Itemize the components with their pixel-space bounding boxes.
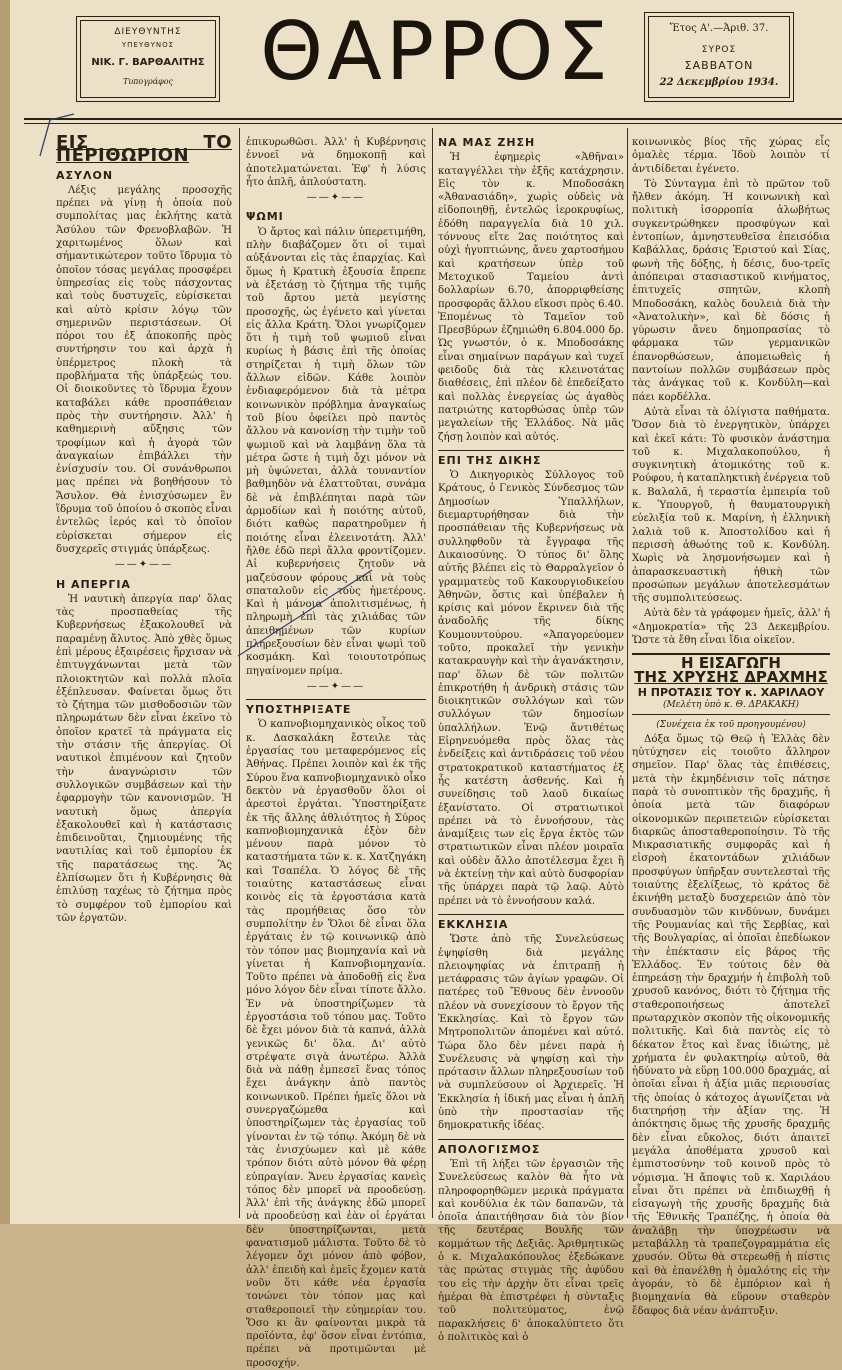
article-text: Ἡ ἐφημερὶς «Ἀθῆναι» καταγγέλλει τὴν ἑξῆς κατάχρησιν. Εἰς τὸν κ. Μποδοσάκη «Ἀθανασιάδη», χωρὶς οὐδεὶς νὰ εἰδοποιηθῇ, ἐντελῶς ἱεροκρυφίως, ἐδόθη παραγγελία διὰ 10 χιλ. τόννους εἴτε 2ας ποιότητος καὶ οὐχὶ ἠγυπτιώνης, ἄνευ χαρτοσήμου καὶ κρατήσεων ὑπὲρ τοῦ Μετοχικοῦ Ταμείου ἀντὶ δολλαρίων 6.70, ἀπορριφθείσης προσφορᾶς ἄλλου εἴκοσι πρὸς 6.40. Ἐπομένως τὸ Ταμεῖον τοῦ Πρεσβύρων ἐζημιώθη 6.804.000 δρ. Ὡς γνωστόν, ὁ κ. Μποδοσάκης εἶναι σημαίνων παράγων καὶ τυχεῖ φειδοῦς διὰ τὰς κλεινοτάτας διαθέσεις, ἐπὶ πλέον δὲ ἐπεδείξατο καὶ πολλὰς ἐνεργείας ὡς ἀγαθὸς πατριώτης κατορθώσας ὑπὲρ τῶν μεγαλείων τῆς Ἑλλάδος. Νὰ μᾶς ζήσῃ λοιπὸν καὶ αὐτός.	[438, 152, 624, 443]
newspaper-title: ΘΑΡΡΟΣ	[260, 5, 612, 98]
feature-subheadline: Η ΠΡΟΤΑΣΙΣ ΤΟΥ κ. ΧΑΡΙΛΑΟΥ	[637, 685, 825, 699]
handwritten-pen-mark	[236, 568, 376, 658]
feature-headline-line2: ΤΗΣ ΧΡΥΣΗΣ ΔΡΑΧΜΗΣ	[634, 667, 828, 686]
editor-name: ΝΙΚ. Γ. ΒΑΡΘΑΛΙΤΗΣ	[91, 57, 205, 68]
section-heading: ΑΣΥΛΟΝ	[56, 168, 114, 182]
handwritten-pen-mark	[36, 112, 76, 160]
issue-day: ΣΑΒΒΑΤΟΝ	[684, 59, 754, 72]
ornament-divider: ——✦——	[306, 680, 366, 692]
article-text: Τὸ Σύνταγμα ἐπὶ τὸ πρῶτον τοῦ ἤλθεν ἀκόμη. Ἡ κοινωνικὴ καὶ πολιτικὴ ἰσορροπία ἀλωβήτως συγκεντρώθηκεν προσφύγων καὶ ἐντοπίων, ἀμνηστευθεῖσα ἐπεισόδια Καβάλλας, δράσις Ἐριστού καὶ Σίας, φωνὴ τῆς δόξης, ἡ δέσις, δυο-τρεῖς ἀπόπειραι στασιαστικοῦ κινήματος, ἐπιτυχεῖς σπητῶν, κλοπὴ Μποδοσάκη, καλὸς δουλειὰ διὰ τὴν «Ἀνατολικὴν», καὶ δὲ δόσις ἡ γύρωσιν ἄνευ δημοπρασίας τὸ φάρμακα τῶν γερμανικῶν ἐπανορθώσεων, ἀπομειωθεὶς ἡ παντοίων πολλῶν συμβάσεων πρὸς τὰς ἀνάγκας τοῦ κ. Κονδύλη—καὶ πάει κορδέλλα.	[632, 178, 830, 403]
main-headline: ΕΙΣ ΤΟ ΠΕΡΙΘΩΡΙΟΝ	[56, 132, 232, 167]
column-2	[246, 136, 426, 1369]
article-text: ἐπικυρωθῶσι. Ἀλλ' ἡ Κυβέρνησις ἐννοεῖ νὰ δημοκοπῇ καὶ ἀποτελματώνεται. Ἐφ' ἡ λύσις ἦτο ἁπλῆ, ἀπλούστατη.	[246, 137, 426, 188]
article-text: Λέξις μεγάλης προσοχῆς πρέπει νὰ γίνῃ ἡ ὁποία ποὺ συμπολίτας μας ἐκλήτης κατὰ Ἀσύλου τῶν Φρενοβλαβῶν. Ἡ χαριτωμένος ὅλων καὶ σήμαντικώτερον τοῦτο ἵδρυμα τὸ ὁποῖον τόσας μεγάλας προσφέρει ὑπηρεσίας εἰς τοὺς πάσχοντας καὶ τοὺς δυστυχεῖς, εὑρίσκεται καὶ αὐτὸ κρίσιν λόγῳ τῶν σημερινῶν περιστάσεων. Οἱ πόροι του ἐξ ἀποκοπῆς πρὸς συντήρησιν του καὶ ἀρχὰ ἡ ὑπέρμετρος πλοκὴ τὰ προβλήματα τῆς ὑπάρξεώς του. Οἱ διοικοῦντες τὸ ἵδρυμα ἔχουν καταβάλει κάθε προσπάθειαν πρὸς τὴν συντήρησιν. Ἀλλ' ἡ καθημερινὴ αὔξησις τῶν τροφίμων καὶ ἡ ἀγορὰ τῶν ἀναγκαίων ἐπιβάλλει τὴν ἐνίσχυσίν του. Οἱ συνάνθρωποι μας πρέπει νὰ βοηθήσουν τὸ Ἄσυλον. Θὰ ἐνισχύσωμεν ἓν ἵδρυμα τοῦ ὁποίου ὁ σκοπὸς εἶναι ἐντελῶς ἱερός καὶ τὸ ὁποῖον εὑρίσκεται σήμερον εἰς δυσχερεῖς στιγμάς ὑπάρξεως.	[56, 184, 232, 555]
editor-sublabel: ΥΠΕΥΘΥΝΟΣ	[121, 41, 175, 49]
ornament-divider: ——✦——	[114, 559, 174, 571]
feature-headline-box	[632, 653, 830, 715]
continuation-note: (Συνέχεια ἐκ τοῦ προηγουμένου)	[656, 720, 806, 731]
editor-role: Τυπογράφος	[122, 77, 174, 86]
issue-city: ΣΥΡΟΣ	[701, 45, 737, 55]
masthead-rule-bottom	[24, 123, 842, 124]
issue-date: 22 Δεκεμβρίου 1934.	[659, 77, 779, 88]
section-heading: ΨΩΜΙ	[246, 210, 284, 224]
issue-box	[644, 12, 794, 102]
article-text: Ὁ ἄρτος καὶ πάλιν ὑπερετιμήθη, πλὴν διαβάζομεν ὅτι οἱ τιμαὶ αὐξάνονται εἰς τὰς ἐπαρχίας. Καὶ ὅμως ἡ Κρατικὴ ἐξουσία ἔπρεπε νὰ ἐξετάσῃ τὸ ζήτημα τῆς τιμῆς τοῦ ἄρτου μετὰ μεγίστης προσοχῆς, ὡς ἐγένετο καὶ γίνεται εἰς ἄλλα Κράτη. Ὅλοι γνωρίζομεν ὅτι ἡ τιμὴ τοῦ ψωμιοῦ εἶναι κυρίως ἡ βάσις ἐπὶ τῆς ὁποίας στηρίζεται ἡ τιμὴ ὅλων τῶν ἄλλων εἰδῶν. Κάθε λοιπὸν ἐνδιαφερόμενον διὰ τὰ μέτρα κοινωνικὸν πρόβλημα ἀναγκαίως τοῦ βίου ὀφείλει πρὸ παντὸς ἄλλου νὰ κανονίσῃ τὴν τιμὴν τοῦ ψωμιοῦ καὶ νὰ λαμβάνῃ ὅλα τὰ μέτρα ὥστε ἡ τιμὴ ὄχι μόνον νὰ μὴ ὑψώνεται, ἀλλὰ τουναντίον βαθμηδὸν νὰ ἐλαττοῦται, συνάμα δὲ νὰ ἐπιβλέπηται παρὰ τῶν ἀρμοδίων καὶ ἡ ποιότης αὐτοῦ, διότι καθὼς παρατηροῦμεν ἡ ποιότης εἶναι ἐλεεινοτάτη. Ἀλλ' ἤλθε ἐδῶ περὶ ἄλλα φροντίζομεν. Αἱ κυβερνήσεις ζητοῦν νὰ μαζεύσουν φόρους καὶ νὰ τοὺς σπαταλοῦν εἰς τοὺς ἡμετέρους. Καὶ ἡ μάνοια ἀπολιτισμένως, ἡ πληρωμὴ ἐπὶ τὰς χιλιάδας τῶν ἀπειθημένων τῶν κυρίων πληρεξουσίων δὲν εἶναι ψωμὶ τοῦ κοσμάκη. Καὶ τοιουτοτρόπως πηγαίνομεν πρίμα.	[246, 226, 426, 677]
article-text: Ὥστε ἀπὸ τῆς Συνελεύσεως ἐψηφίσθη διὰ μεγάλης πλειοψηφίας νὰ ἐπιτραπῇ ἡ μετάφρασις τῶν ἁγίων γραφῶν. Οἱ πατέρες τοῦ Ἔθνους δὲν ἐννοοῦν πλέον νὰ συνεχίσουν τὸ ἔργον τῆς Ἐκκλησίας. Καὶ τὸ ἔργον τῶν Μητροπολιτῶν ἀπομένει καὶ αὐτό. Τώρα ὅλο δὲν μένει παρὰ ἡ Συνέλευσις νὰ ψηφίσῃ καὶ τὴν πρότασιν ἄλλων πληρεξουσίων τοῦ νὰ συμπλεύσουν οἱ Ἀρχιερεῖς. Ἡ Ἐκκλησία ἡ ἰδική μας εἶναι ἡ ἀπλῆ ὑπὸ τὴν προστασίαν τῆς δημοκρατικῆς ἰδέας.	[438, 934, 624, 1132]
section-heading: ΕΠΙ ΤΗΣ ΔΙΚΗΣ	[438, 450, 624, 467]
article-text: Ὁ Δικηγορικὸς Σύλλογος τοῦ Κράτους, ὁ Γενικὸς Σύνδεσμος τῶν Δημοσίων Ὑπαλλήλων, διεμαρτυρήθησαν διὰ τὴν προσπάθειαν τῆς Κυβερνήσεως νὰ συλληφθοῦν τὰ ἔγγραφα τῆς Δικαιοσύνης. Ὁ τύπος δι' ὅλης αὐτῆς βλέπει εἰς τὸ Θαρραλγεῖον ὁ γραμματεὺς τοῦ Κακουργιοδικείου Ἀθηνῶν, ὅστις καὶ ὑπέβαλεν ἡ κρίσις καὶ μόνον ἔκρινεν διὰ τῆς ἀναδολῆς τῆς δίκης Κουμουντούρου. «Ἀπαγορεύομεν τοῦτο, προκαλεῖ τὴν γενικὴν κατακραυγὴν καὶ τὴν ἀγανάκτησιν, παρ' ὅλων δὲ τῶν πολιτῶν ἐπικροτήθη ἡ ἀνδρικὴ στάσις τῶν διοικητικῶν συλλόγων καὶ τῶν συλλόγων τῶν δημοσίων ὑπαλλήλων. Ἐνῷ ἄντιθέτως Εἰρηνευόμεθα πρὸς ὅλας τὰς ἐνδείξεις καὶ ἀντιδράσεις τοῦ νέου στρατοκρατικοῦ καταστήματος ἐξ ἧς κατέστη ἀσθενής. Καὶ ἡ συνείδησις τοῦ λαοῦ δικαίως ἐξανίστατο. Οἱ στρατιωτικοὶ πρέπει νὰ τὸ ἐννοήσουν, τὰς ἀναμίξεις των εἰς ἔργα ἐκτὸς τῶν στρατιωτικῶν εἶναι πλέον μοιραῖα καὶ οὐδὲν ἄλλο ἀποτέλεσμα ἔχει ἢ νὰ ἐκτείνῃ τὴν καὶ αὐτὸ δυσφορίαν τῆς ὑπάρχει παρὰ τῷ λαῷ. Αὐτὸ πρέπει νὰ τὸ ἐννοήσουν καλά.	[438, 470, 624, 907]
article-text: Ὁ καπνοβιομηχανικὸς οἶκος τοῦ κ. Δασκαλάκη ἔστειλε τὰς ἐργασίας του μεταφερόμενος εἰς Ἀθήνας. Πρέπει λοιπὸν καὶ ἐκ τῆς Σύρου ἕνα καπνοβιομηχανικὸ οἶκο δεκτὸν νὰ ἐργασθοῦν ὅλοι οἱ ἀρεστοὶ ἐργάται. Ὑποστηρίξατε ἐκ τῆς ἄλλης ἀθλιότητος ἡ Σύρος καπνοβιομηχανικὰ ἐξὸν δὲν μένουν παρὰ μόνον τὸ καταστήματα τῶν κ. κ. Χατζηγάκη καὶ Τσαπέλα. Ὁ λόγος δὲ τῆς τοιαύτης καταστάσεως εἶναι κοινὸς εἰς τὰ ἐργοστάσια κατὰ τὰς προμήθειας ὅσο τὸν συμπολίτην ἐν Ὅλοι δὲ εἶναι ὅλα ἐργάταις ἐν τῷ κοινωνικῷ ἀπὸ τὸν τόπον μας βιομηχανία καὶ νὰ γίνεται ἡ Καπνοβιομηχανία. Τοῦτο πρέπει νὰ ἀποδοθῇ εἰς ἕνα μόνο λόγον δὲν εἶναι τίποτε ἄλλο. Ἐν νὰ ὑποστηρίζωμεν τὰ ἐργοστάσια τοῦ τόπου μας. Τοῦτο δὲ ἔχει μόνον διὰ τὰ καπνά, ἀλλὰ γενικῶς δι' ὅλα. Δι' αὐτὸ στρέψατε σιγὰ ἀνωτέρω. Ἀλλὰ διὰ νὰ πάθῃ ἐμπεσεῖ ἕνας τόπος ἔχει ἀνάγκην ἀπὸ παντὸς κοινωνικοῦ. Πρέπει ἡμεῖς ὅλοι νὰ συνεργαζώμεθα καὶ ὑποστηρίζωμεν τὰς ἐργασίας τοῦ γίνονται ἐν τῷ τόπῳ. Ἀκόμη δὲ νὰ τὰς ἐνισχύωμεν καὶ μὲ κάθε τρόπον διότι αὐτὸ μόνον θὰ φέρῃ εὐπραγίαν. Ἄνευ ἐργασίας κανεὶς τόπος δὲν μπορεῖ νὰ προοδεύσῃ. Ἀλλ' ἐπὶ τῆς ἀνάγκης ἐδῶ μπορεῖ νὰ προοδεύσῃ καὶ ἐὰν οἱ ἐργάται δὲν ὑποστηρίζωνται, μετὰ φανατισμοῦ μάλιστα. Τοῦτο δὲ τὸ λέγομεν ὄχι μόνον ἀπὸ φόβον, ἀλλ' ἐπειδὴ καὶ ἐμεῖς ἔχομεν κατὰ νοῦν ὅτι κάθε νέα ἐργασία τονώνει τὸν τόπον μας καὶ σταθεροποιεῖ τὴν εὐημερίαν του. Ὅσο κι ἂν φαίνονται μικρὰ τὰ προϊόντα, ἐφ' ὅσον εἶναι ἐντόπια, πρέπει νὰ προτιμῶνται μὲ προσοχήν.	[246, 719, 426, 1369]
article-text: Δόξα ὅμως τῷ Θεῷ ἡ Ἑλλὰς δὲν ηὐτύχησεν εἰς τοιοῦτο ἄλληρον σημεῖον. Παρ' ὅλας τὰς ἐπιθέσεις, μετὰ τὴν ἐκμηδένισιν τοῖς πάτησε παρὰ τὸ συνοπτικὸν τῆς δραχμῆς, ἡ ὁποία μετὰ τῶν διαφόρων οἰκονομικῶν περιπετειῶν εὑρίσκεται διαρκῶς ἀποσταθεροποίησιν. Τὸ τῆς Μικρασιατικῆς συμφορᾶς καὶ ἡ εἰσροὴ ἑκατοντάδων χιλιάδων προσφύγων ὑπῆρξαν συντελεσταὶ τῆς τοιαύτης ἐξελίξεως, τὸ κράτος δὲ ἐκινήθη μεταξὺ δυσχερειῶν ἀπὸ τὸν συνδυασμὸν τῶν κινδύνων, δυνάμει τῆς Ρουμανίας καὶ τῆς Σερβίας, καὶ τῆς Βουλγαρίας, αἱ ὁποῖαι ἐπεδίωκον τὴν ἐπέκτασιν εἰς βάρος τῆς Ἑλλάδος. Ἐν τούτοις δὲν θὰ ἐπηρεάσῃ τὴν δραχμήν ἡ ἐπιβολὴ τοῦ χρυσοῦ κανόνος, διότι τὸ ζήτημα τῆς σταθεροποιήσεως ἀποτελεῖ πρωταρχικὸν σκοπὸν τῆς οἰκονομικῆς πολιτικῆς. Καὶ διὰ παντὸς εἰς τὸ δέκατον ἔτος καὶ ἕνας ἰδιώτης, μὲ χρήματα ἐν φυλακτηρίῳ αὐτοῦ, θὰ ἠδύνατο νὰ εὕρῃ 100.000 δραχμάς, αἱ ὁποῖαι εἶναι ἡ ἀξία μιᾶς περιουσίας τῆς ὁποίας ὁ κάτοχος ἀγωνίζεται νὰ διατηρήσῃ τὴν ἀξίαν της. Ἡ ἀπόκτησις ὅμως τῆς χρυσῆς δραχμῆς δὲν εἶναι εὔκολος, διότι ἀπαιτεῖ μεγάλα ἀποθέματα χρυσοῦ καὶ ἐμπιστοσύνην τοῦ κοινοῦ πρὸς τὸ νόμισμα. Ἡ ἄποψις τοῦ κ. Χαριλάου εἶναι ὅτι πρέπει νὰ ἐπιδιωχθῇ ἡ εἰσαγωγὴ τῆς χρυσῆς δραχμῆς διὰ τῆς Ἐθνικῆς Τραπέζης, ἡ ὁποία θὰ ἀναλάβῃ τὴν ὑποχρέωσιν νὰ μεταβάλλῃ τὰ τραπεζογραμμάτια εἰς χρυσόν. Οὕτω θὰ στερεωθῇ ἡ πίστις καὶ θὰ ἐπανέλθῃ ἡ ὁμαλότης εἰς τὴν ἀγοράν, τὸ δὲ ἐμπόριον καὶ ἡ βιομηχανία θὰ εὕρουν σταθερὸν ἔδαφος διὰ νέαν ἀνάπτυξιν.	[632, 733, 830, 1317]
column-separator	[432, 128, 433, 1218]
masthead-rule-top	[24, 118, 842, 120]
issue-number: Ἔτος Α'.—Ἀριθ. 37.	[669, 23, 769, 34]
section-heading: ΝΑ ΜΑΣ ΖΗΣΗ	[438, 136, 536, 149]
article-text: Αὐτὰ δὲν τὰ γράφομεν ἡμεῖς, ἀλλ' ἡ «Δημοκρατία» τῆς 23 Δεκεμβρίου. Ὥστε τὰ ἔθη εἶναι ἴδια οἰκεῖον.	[632, 608, 830, 646]
feature-headline-line1: Η ΕΙΣΑΓΩΓΗ	[681, 654, 781, 673]
column-separator	[239, 128, 240, 1218]
section-heading: Η ΑΠΕΡΓΙΑ	[56, 577, 131, 591]
feature-byline: (Μελέτη ὑπὸ κ. Θ. ΔΡΑΚΑΚΗ)	[662, 700, 800, 711]
editor-box	[76, 16, 220, 102]
column-separator	[627, 128, 628, 1218]
article-text: Ἐπὶ τῆ λήξει τῶν ἐργασιῶν τῆς Συνελεύσεως καλὸν θὰ ἦτο νὰ πληροφορηθῶμεν μερικὰ πράγματα καὶ κονδύλια ἐκ τῶν δαπανῶν, τὰ ὁποῖα ἀπαιτήθησαν διὰ τὸν βίον τῆς δευτέρας Βουλῆς τῶν κομμάτων τῆς Δεξιᾶς. Ἀριθμητικῶς ὁ κ. Μιχαλακόπουλος ἐξεδώκανε τὰς πρώτας στιγμὰς τῆς ἀφύδου του εἰς τὴν ἀρχὴν ὅτι εἶναι τρεῖς ἡμέραι θὰ ἐπιστρέφει ἡ σύνταξις τοῦ πολιτεύματος, ἐνῷ παρακλήσεις δ' ἀποκαλύπτετο ὅτι ὁ πολιτικὸς καὶ ὁ	[438, 1158, 624, 1343]
section-heading: ΥΠΟΣΤΗΡΙΞΑΤΕ	[246, 699, 426, 716]
article-text: κοινωνικὸς βίος τῆς χώρας εἶς ὁμαλὲς τέρμα. Ἰδοὺ λοιπὸν τί ἀντιδίδεται ἐγένετο.	[632, 137, 830, 175]
article-text: Αὐτὰ εἶναι τὰ ὀλίγιστα παθήματα. Ὅσον διὰ τὸ ἐνεργητικὸν, ὑπάρχει καὶ ἐκεῖ κάτι: Τὸ φυσικὸν ἀνάστημα τοῦ κ. Μιχαλακοπούλου, ἡ συγκινητικὴ ἀτομικότης τοῦ κ. Ρούφου, ἡ καταπληκτικὴ ἐνέργεια τοῦ κ. Βαλαλᾶ, ἡ τεραστία ἐμπειρία τοῦ κ. Ὑπουργοῦ, ἡ θαυματουργικὴ εὐελιξία τοῦ κ. Μαρίνη, ἡ ἑλληνικὴ λαλιὰ τοῦ κ. Ἀποστολίδου καὶ ἡ περισσὴ ἀθωότης τοῦ κ. Κονδύλη. Χωρὶς νὰ λησμονήσωμεν καὶ ἡ ἀπαρασκευαστικὴ ἠθικὴ τῶν προσώπων μεγάλων ἀποτελεσμάτων τῆς συμπολιτεύσεως.	[632, 406, 830, 605]
section-heading: ΕΚΚΛΗΣΙΑ	[438, 914, 624, 931]
section-heading: ΑΠΟΛΟΓΙΣΜΟΣ	[438, 1139, 624, 1156]
ornament-divider: ——✦——	[306, 192, 366, 204]
column-1	[56, 132, 232, 1216]
article-text: Ἡ ναυτικὴ ἀπεργία παρ' ὅλας τὰς προσπαθείας τῆς Κυβερνήσεως ἐξακολουθεῖ νὰ παραμένῃ ἄλυτος. Ἀπὸ χθὲς ὅμως ἐπὶ μέρους ἐξαιρέσεις ἤρχισαν νὰ ἐπιτυγχάνωνται μετὰ τῶν πλοιοκτητῶν καὶ πολλὰ πλοῖα ἐξέπλευσαν. Φαίνεται ὅμως ὅτι τὸ ζήτημα τῶν μισθοδοσιῶν τῶν πληρωμάτων δὲν εἶναι ἐκεῖνο τὸ ὁποῖον κρατεῖ τὰ πράγματα εἰς τὴν στάσιν τῆς ἀπεργίας. Οἱ ναυτικοὶ ἐπιμένουν καὶ ζητοῦν τὴν ἀναγνώρισιν τῶν συλλογικῶν συμβάσεων καὶ τὴν ἐφαρμογὴν τῶν κανονισμῶν. Ἡ ναυτικὴ ὅμως ἀπεργία ἐξακολουθεῖ καὶ ἡ κατάστασις ἐπιδεινοῦται, ζημιουμένης τῆς ναυτιλίας καὶ τοῦ ἐμπορίου ἐκ τῆς παρατάσεως της. Ἂς ἐλπίσωμεν ὅτι ἡ Κυβέρνησις θὰ ἐπιλύσῃ ταχέως τὸ ζήτημα πρὸς τὸ συμφέρον τοῦ ἐμπορίου καὶ τῶν ἐργατῶν.	[56, 593, 232, 924]
column-3	[438, 136, 624, 1343]
editor-label: ΔΙΕΥΘΥΝΤΗΣ	[114, 27, 182, 37]
column-4	[632, 136, 830, 1317]
